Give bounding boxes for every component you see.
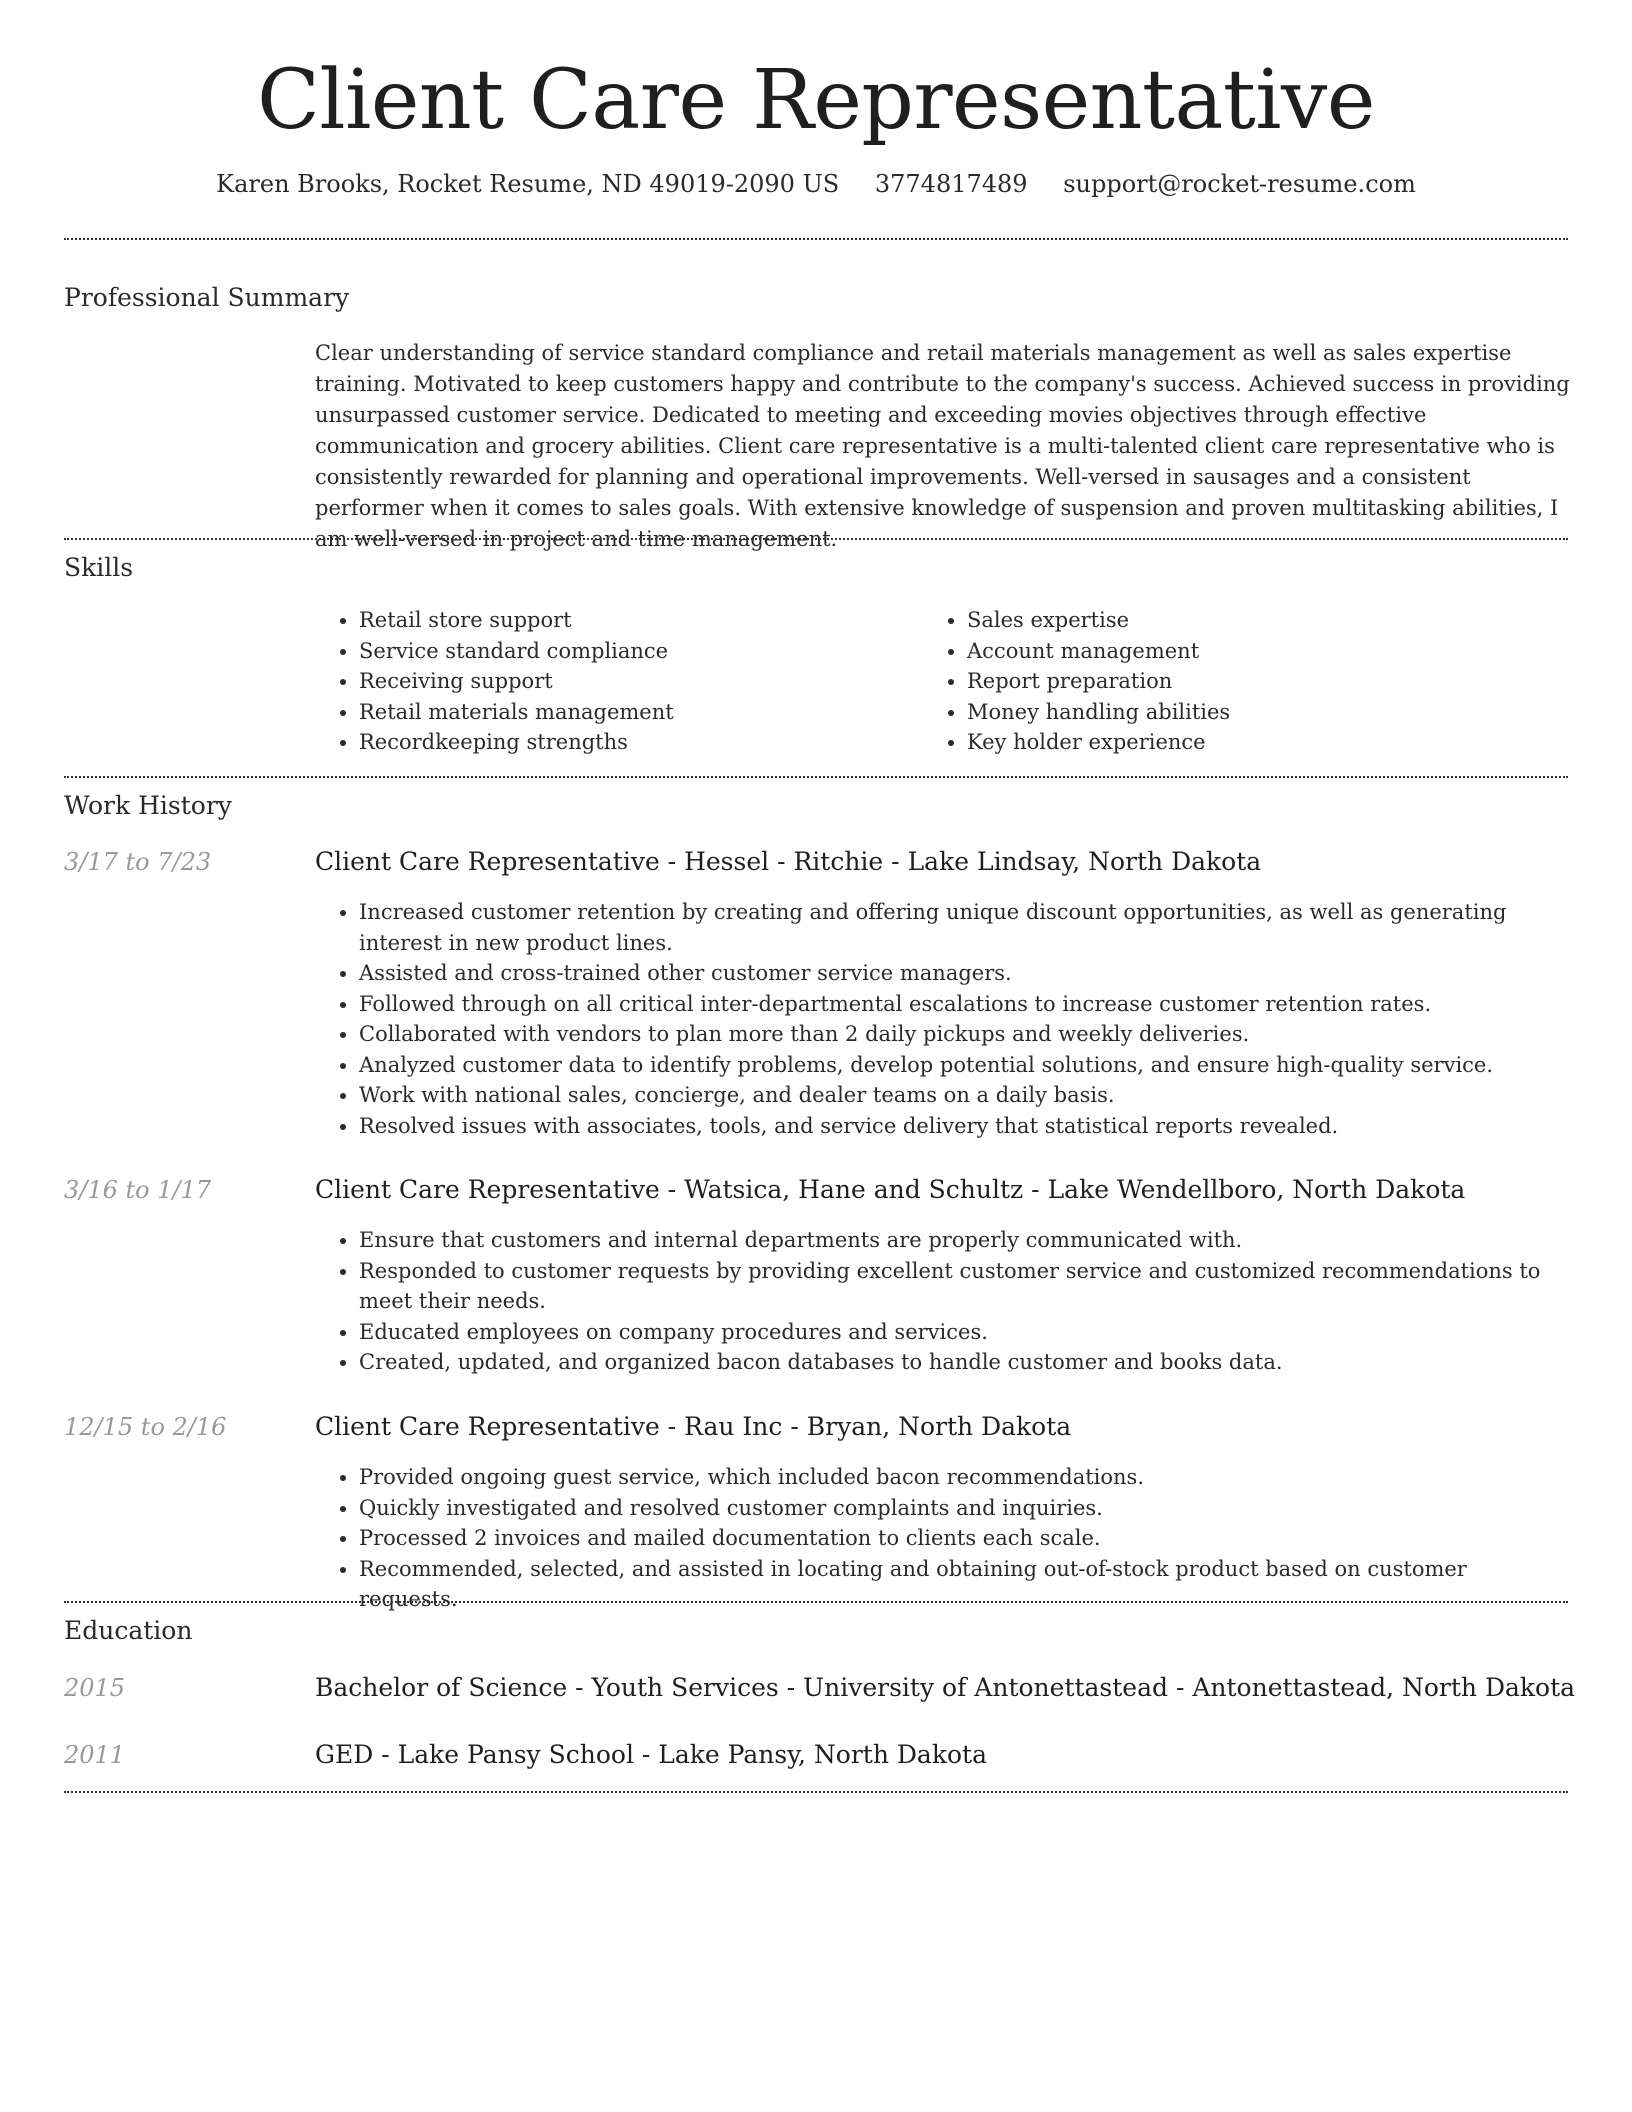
- education-year: 2015: [64, 1674, 126, 1702]
- skill-item: • Report preparation: [967, 666, 1523, 697]
- job-bullets: [315, 1225, 1570, 1378]
- skill-item: • Key holder experience: [967, 727, 1523, 758]
- job-bullet: • Work with national sales, concierge, and dealer teams on a daily basis.: [359, 1080, 1570, 1111]
- job-bullet: • Resolved issues with associates, tools, and service delivery that statistical reports revealed.: [359, 1111, 1570, 1142]
- divider: [64, 538, 1568, 540]
- contact-address: Karen Brooks, Rocket Resume, ND 49019-2090 US: [216, 170, 840, 199]
- education-title: GED - Lake Pansy School - Lake Pansy, North Dakota: [315, 1740, 987, 1769]
- skill-item: • Service standard compliance: [359, 636, 915, 667]
- contact-line: [0, 170, 1632, 198]
- job-bullet: • Processed 2 invoices and mailed documentation to clients each scale.: [359, 1523, 1570, 1554]
- divider: [64, 1601, 1568, 1603]
- skill-item: • Money handling abilities: [967, 697, 1523, 728]
- skill-item: • Retail materials management: [359, 697, 915, 728]
- divider: [64, 1791, 1568, 1793]
- job-dates: 12/15 to 2/16: [64, 1413, 227, 1441]
- section-title-summary: Professional Summary: [64, 283, 350, 312]
- job-dates: 3/17 to 7/23: [64, 848, 212, 876]
- job-bullet: • Collaborated with vendors to plan more than 2 daily pickups and weekly deliveries.: [359, 1019, 1570, 1050]
- skill-item: • Recordkeeping strengths: [359, 727, 915, 758]
- skill-item: • Account management: [967, 636, 1523, 667]
- job-bullet: • Quickly investigated and resolved customer complaints and inquiries.: [359, 1493, 1570, 1524]
- contact-email: support@rocket-resume.com: [1063, 170, 1416, 199]
- skill-item: • Receiving support: [359, 666, 915, 697]
- summary-text: Clear understanding of service standard compliance and retail materials management as well as sales expertise training. Motivated to keep customers happy and contribute to the company's success. Achieved success in providing unsurpassed customer service. Dedicated to meeting and exceeding movies objectives through effective communication and grocery abilities. Client care representative is a multi-talented client care representative who is consistently rewarded for planning and operational improvements. Well-versed in sausages and a consistent performer when it comes to sales goals. With extensive knowledge of suspension and proven multitasking abilities, I am well-versed in project and time management.: [315, 341, 1570, 551]
- education-title: Bachelor of Science - Youth Services - University of Antonettastead - Antonettastead, North Dakota: [315, 1673, 1576, 1702]
- job-bullets: [315, 1462, 1570, 1615]
- skill-item: • Sales expertise: [967, 605, 1523, 636]
- resume-header: [0, 0, 1632, 198]
- section-title-work-history: Work History: [64, 791, 232, 820]
- job-title: Client Care Representative - Rau Inc - Bryan, North Dakota: [315, 1412, 1072, 1441]
- job-bullet: • Recommended, selected, and assisted in locating and obtaining out-of-stock product based on customer requests.: [359, 1554, 1570, 1615]
- job-title: Client Care Representative - Watsica, Hane and Schultz - Lake Wendellboro, North Dakota: [315, 1175, 1466, 1204]
- job-bullet: • Increased customer retention by creating and offering unique discount opportunities, as well as generating interest in new product lines.: [359, 897, 1570, 958]
- resume-title: Client Care Representative: [257, 53, 1375, 148]
- job-bullet: • Ensure that customers and internal departments are properly communicated with.: [359, 1225, 1570, 1256]
- job-bullet: • Analyzed customer data to identify problems, develop potential solutions, and ensure high-quality service.: [359, 1050, 1570, 1081]
- skill-item: • Retail store support: [359, 605, 915, 636]
- contact-phone: 3774817489: [874, 170, 1028, 199]
- section-title-skills: Skills: [64, 553, 134, 582]
- section-title-education: Education: [64, 1616, 193, 1645]
- job-bullet: • Responded to customer requests by providing excellent customer service and customized recommendations to meet their needs.: [359, 1256, 1570, 1317]
- divider: [64, 776, 1568, 778]
- divider: [64, 238, 1568, 240]
- job-bullet: • Provided ongoing guest service, which included bacon recommendations.: [359, 1462, 1570, 1493]
- skills-column-right: [923, 605, 1523, 758]
- job-title: Client Care Representative - Hessel - Ritchie - Lake Lindsay, North Dakota: [315, 847, 1262, 876]
- job-bullet: • Assisted and cross-trained other customer service managers.: [359, 958, 1570, 989]
- job-bullets: [315, 897, 1570, 1141]
- job-bullet: • Followed through on all critical inter-departmental escalations to increase customer retention rates.: [359, 989, 1570, 1020]
- job-bullet: • Created, updated, and organized bacon databases to handle customer and books data.: [359, 1347, 1570, 1378]
- job-dates: 3/16 to 1/17: [64, 1176, 212, 1204]
- education-year: 2011: [64, 1741, 126, 1769]
- skills-column-left: [315, 605, 915, 758]
- job-bullet: • Educated employees on company procedures and services.: [359, 1317, 1570, 1348]
